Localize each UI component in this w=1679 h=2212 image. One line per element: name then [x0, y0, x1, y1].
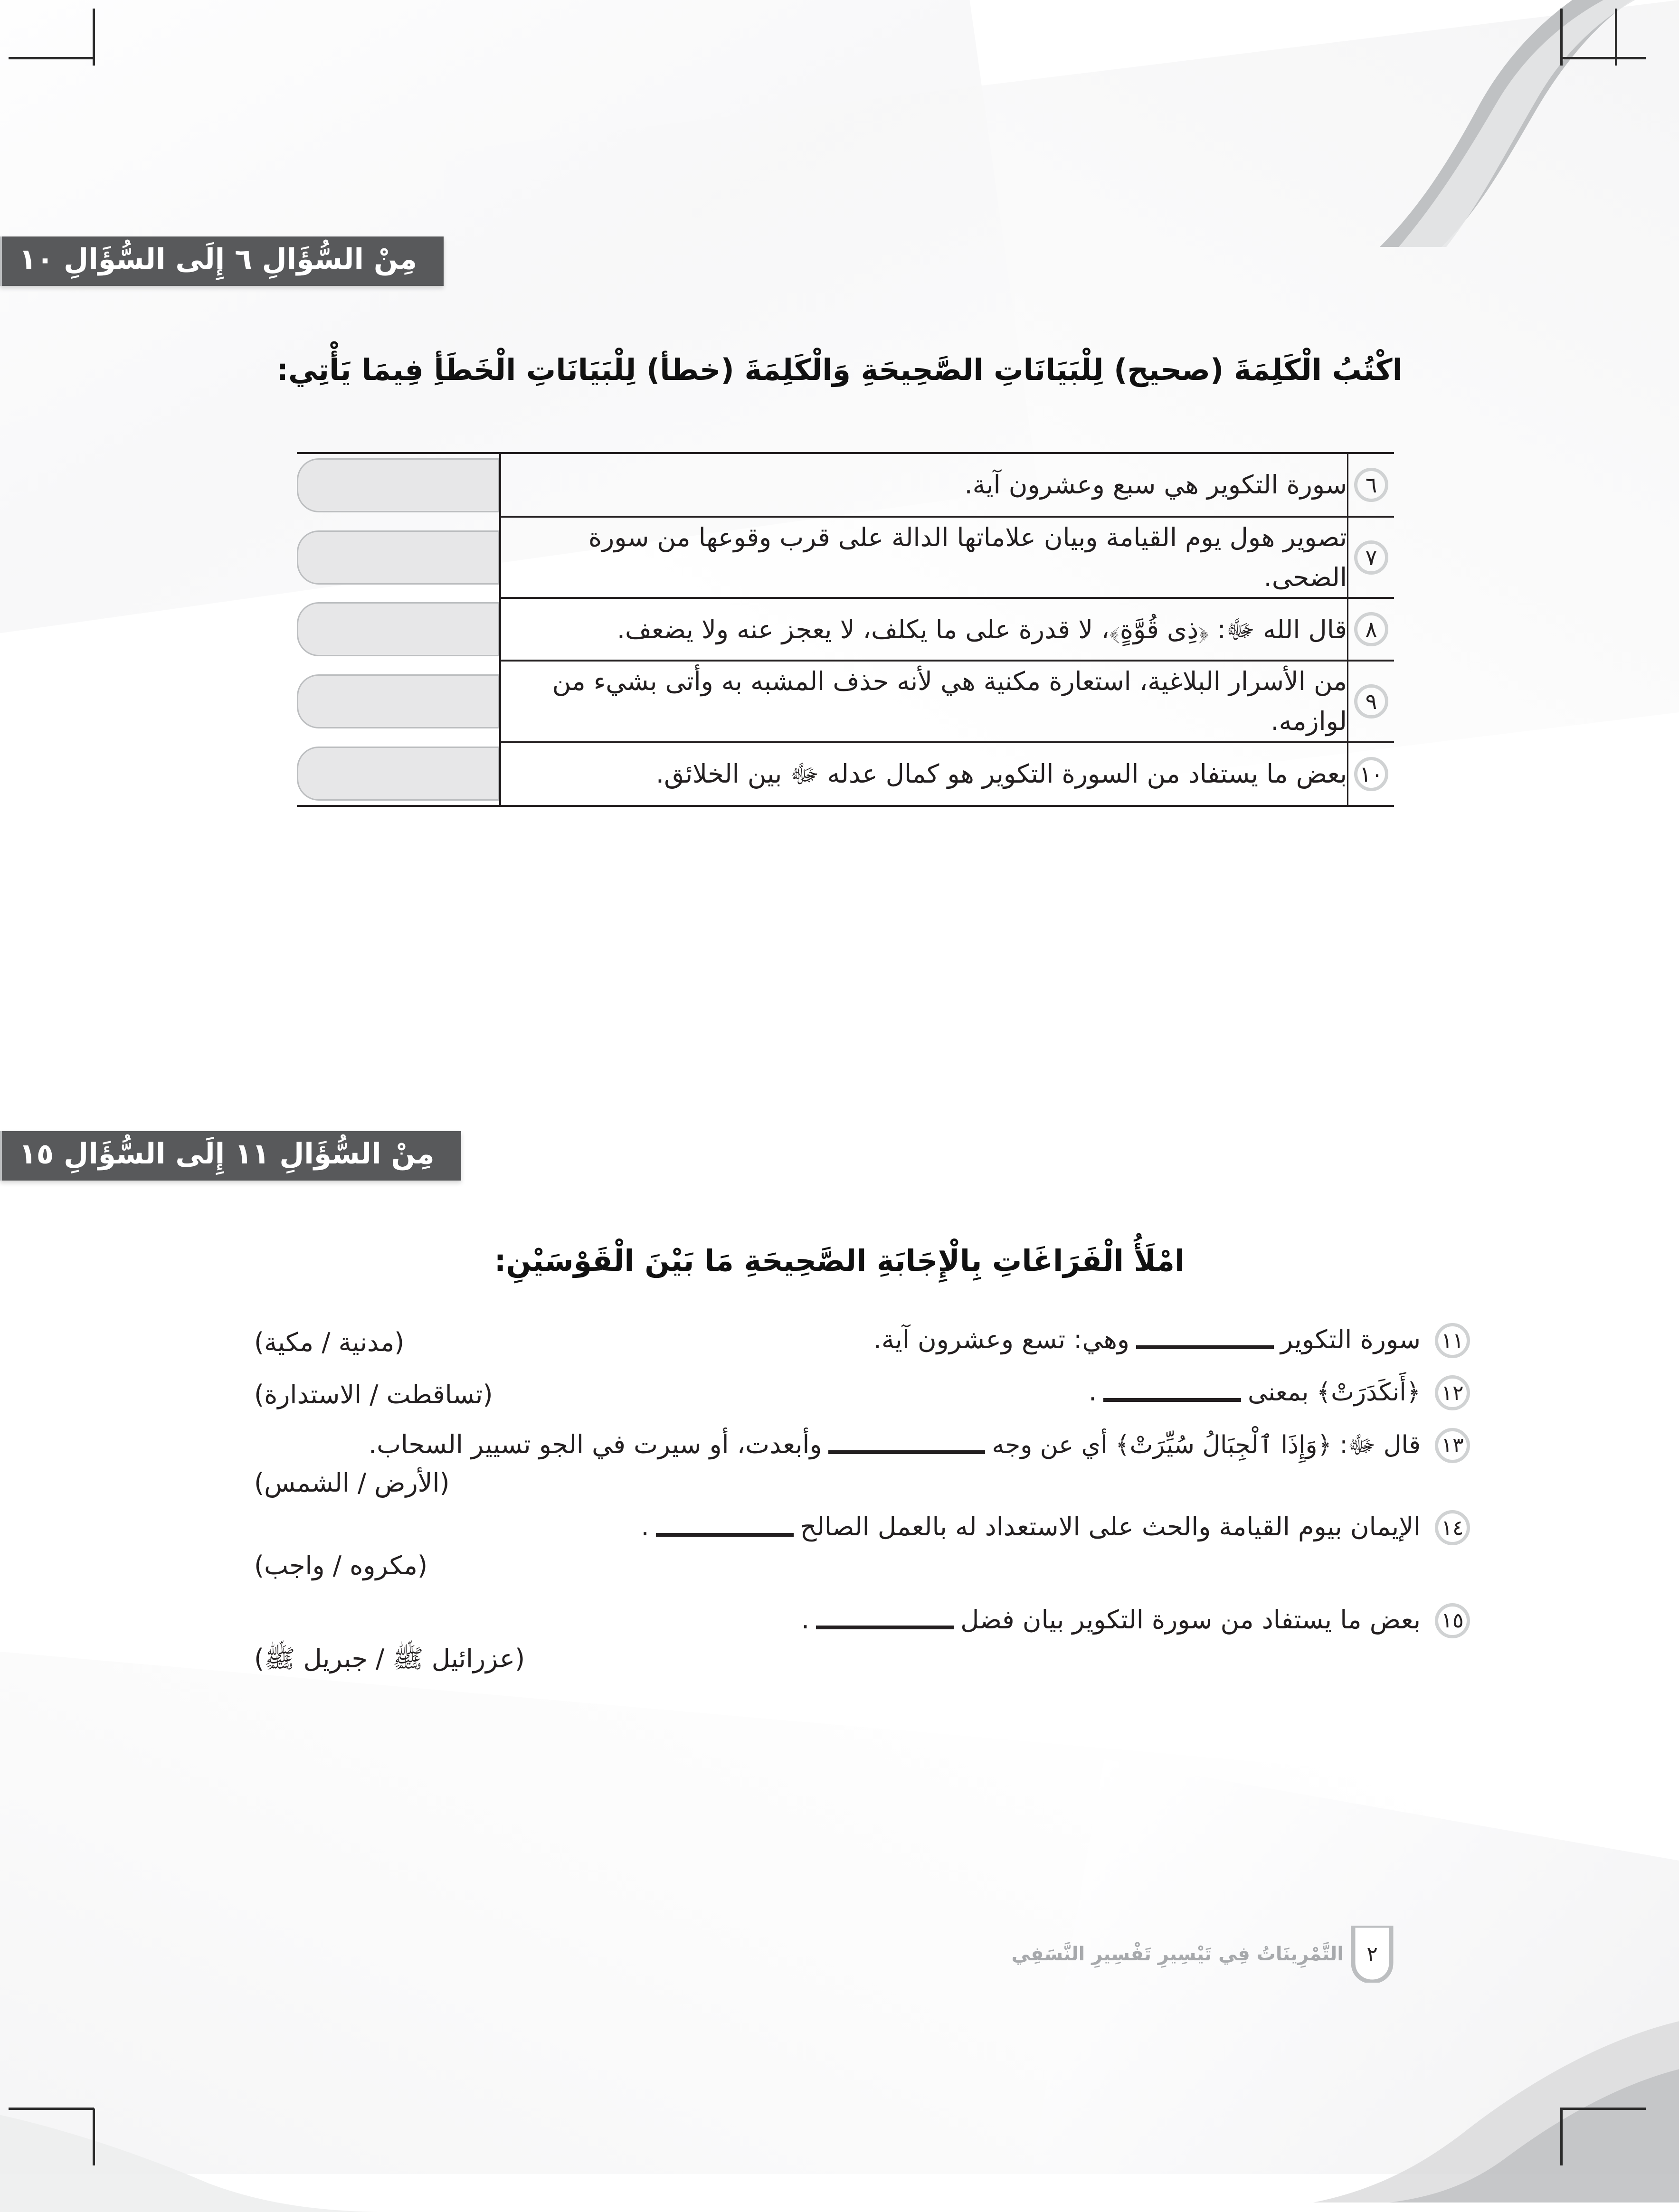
row-number: ١٠: [1354, 757, 1388, 791]
table-row: [297, 742, 1394, 806]
page-number: ٢: [1366, 1942, 1378, 1966]
row-answer-cell[interactable]: [297, 661, 500, 742]
banner-arrow-icon: [0, 236, 2, 286]
question-text: [254, 1371, 1421, 1415]
page-footer: [1011, 1926, 1413, 1983]
section-2-banner-label: مِنْ السُّؤَالِ ١١ إِلَى السُّؤَالِ ١٥: [19, 1137, 435, 1171]
question-text-after: .: [801, 1604, 810, 1635]
answer-input-box[interactable]: [297, 747, 499, 801]
question-options: (مدنية / مكية): [254, 1327, 405, 1357]
fill-in-questions-list: [254, 1319, 1470, 1689]
question-text-before: سورة التكوير: [1281, 1324, 1421, 1354]
question-number: ١٢: [1435, 1375, 1470, 1410]
question-text: [254, 1599, 1421, 1640]
table-row: [297, 453, 1394, 517]
crop-mark-edge-top: [1615, 9, 1617, 66]
question-item: [254, 1319, 1470, 1363]
row-number: ٦: [1354, 468, 1388, 502]
row-number: ٧: [1354, 540, 1388, 575]
section-1-banner: [0, 236, 444, 286]
row-answer-cell[interactable]: [297, 742, 500, 806]
row-answer-cell[interactable]: [297, 453, 500, 517]
answer-input-box[interactable]: [297, 674, 499, 728]
answer-blank[interactable]: [656, 1521, 794, 1537]
footer-title: التَّمْرِينَاتُ فِي تَيْسِيرِ تَفْسِيرِ النَّسَفِي: [1011, 1943, 1344, 1965]
question-options: (الأرض / الشمس): [254, 1468, 450, 1498]
question-item: [254, 1371, 1470, 1415]
question-text-after: .: [641, 1512, 649, 1542]
table-row: [297, 517, 1394, 598]
question-body: [254, 1506, 1435, 1580]
section-1-instruction: اكْتُبُ الْكَلِمَةَ (صحيح) لِلْبَيَانَاتِ الصَّحِيحَةِ وَالْكَلِمَةَ (خطأ) لِلْبَيَانَاتِ الْخَطَأِ فِيمَا يَأْتِي:: [276, 352, 1403, 387]
row-statement: قال الله ﷻ: ﴿ذِى قُوَّةٍ﴾، لا قدرة على ما يكلف، لا يعجز عنه ولا يضعف.: [500, 598, 1348, 661]
question-item: [254, 1506, 1470, 1580]
answer-blank[interactable]: [816, 1613, 954, 1629]
question-number: ١٣: [1435, 1428, 1470, 1463]
question-item: [254, 1424, 1470, 1498]
question-text: [254, 1506, 1421, 1547]
row-statement: من الأسرار البلاغية، استعارة مكنية هي لأنه حذف المشبه به وأتى بشيء من لوازمه.: [500, 661, 1348, 742]
question-body: [254, 1599, 1435, 1680]
question-body: [254, 1424, 1435, 1498]
row-number-cell: [1348, 453, 1394, 517]
question-options: (مكروه / واجب): [254, 1550, 428, 1580]
crop-mark-bottom-right-v: [1560, 2108, 1563, 2165]
section-2-banner-row: [0, 1131, 1679, 1181]
question-options: (عزرائيل ﷺ / جبريل ﷺ): [254, 1643, 525, 1673]
table-row: [297, 598, 1394, 661]
question-number: ١٥: [1435, 1603, 1470, 1638]
question-text-before: بعض ما يستفاد من سورة التكوير بيان فضل: [960, 1604, 1421, 1635]
answer-input-box[interactable]: [297, 530, 499, 585]
section-2-banner: [0, 1131, 461, 1181]
answer-input-box[interactable]: [297, 602, 499, 656]
crop-mark-top-left-h: [9, 57, 94, 59]
question-text: [254, 1319, 1421, 1363]
banner-arrow-icon: [0, 1131, 2, 1181]
question-text-after: .: [1088, 1377, 1097, 1407]
row-answer-cell[interactable]: [297, 598, 500, 661]
section-1-banner-label: مِنْ السُّؤَالِ ٦ إِلَى السُّؤَالِ ١٠: [19, 243, 417, 276]
crop-mark-bottom-right-h: [1560, 2108, 1646, 2110]
question-body: [254, 1371, 1435, 1415]
row-number: ٨: [1354, 612, 1388, 646]
question-text-before: ﴿أَنكَدَرَتْ﴾ بمعنى: [1248, 1378, 1421, 1407]
question-body: [254, 1319, 1435, 1363]
page-number-badge: [1344, 1926, 1401, 1983]
question-number: ١١: [1435, 1323, 1470, 1358]
question-text: [254, 1424, 1421, 1465]
true-false-table: [297, 452, 1394, 807]
answer-blank[interactable]: [1103, 1386, 1241, 1402]
answer-input-box[interactable]: [297, 458, 499, 512]
answer-blank[interactable]: [828, 1438, 985, 1454]
row-statement: بعض ما يستفاد من السورة التكوير هو كمال عدله ﷻ بين الخلائق.: [500, 742, 1348, 806]
question-number: ١٤: [1435, 1510, 1470, 1545]
row-number-cell: [1348, 661, 1394, 742]
question-text-after: وأبعدت، أو سيرت في الجو تسيير السحاب.: [368, 1429, 822, 1459]
crop-mark-bottom-left-h: [9, 2108, 94, 2110]
question-options: (تساقطت / الاستدارة): [254, 1380, 493, 1410]
question-text-after: وهي: تسع وعشرون آية.: [873, 1324, 1130, 1354]
row-statement: تصوير هول يوم القيامة وبيان علاماتها الدالة على قرب وقوعها من سورة الضحى.: [500, 517, 1348, 598]
question-text-before: قال ﷻ: ﴿وَإِذَا ٱلْجِبَالُ سُيِّرَتْ﴾ أي عن وجه: [992, 1430, 1421, 1459]
table-row: [297, 661, 1394, 742]
row-number-cell: [1348, 598, 1394, 661]
row-number: ٩: [1354, 684, 1388, 718]
row-number-cell: [1348, 742, 1394, 806]
section-2-instruction: امْلَأُ الْفَرَاغَاتِ بِالْإِجَابَةِ الصَّحِيحَةِ مَا بَيْنَ الْقَوْسَيْنِ:: [494, 1243, 1185, 1278]
row-statement: سورة التكوير هي سبع وعشرون آية.: [500, 453, 1348, 517]
question-text-before: الإيمان بيوم القيامة والحث على الاستعداد له بالعمل الصالح: [800, 1512, 1421, 1542]
row-number-cell: [1348, 517, 1394, 598]
question-item: [254, 1599, 1470, 1680]
row-answer-cell[interactable]: [297, 517, 500, 598]
section-1-banner-row: [0, 236, 1679, 286]
crop-mark-bottom-left-v: [93, 2108, 95, 2165]
crop-mark-top-right-h: [1560, 57, 1646, 59]
answer-blank[interactable]: [1136, 1333, 1274, 1349]
